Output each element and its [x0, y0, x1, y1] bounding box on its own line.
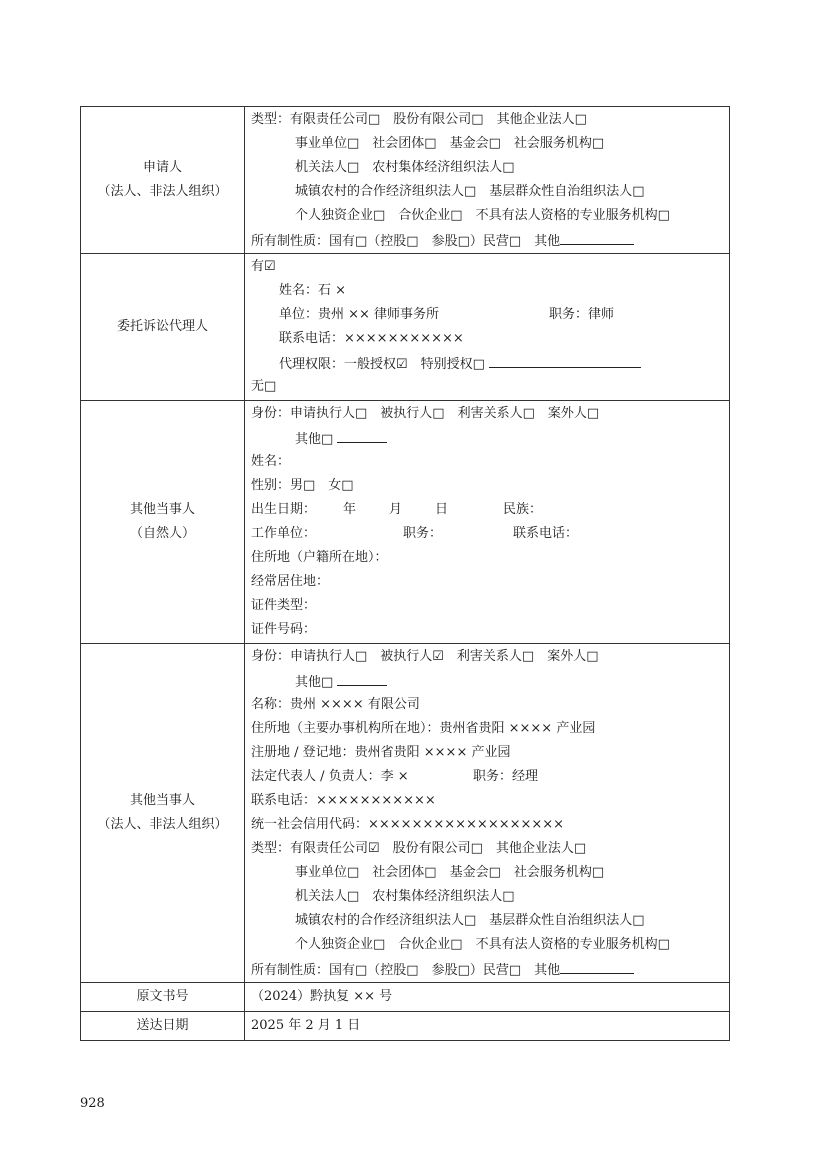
agent-authority: 代理权限：一般授权☑ 特别授权□ [279, 357, 485, 372]
other-person-row [81, 401, 730, 644]
applicant-ownership: 所有制性质：国有□（控股□ 参股□）民营□ 其他 [251, 234, 561, 249]
person-position: 职务： [403, 526, 443, 541]
org-name: 名称：贵州 ×××× 有限公司 [251, 697, 420, 712]
agent-phone: 联系电话：××××××××××× [279, 331, 464, 346]
org-ownership-line [251, 957, 729, 981]
applicant-ownership-line [251, 228, 729, 252]
org-other: 其他□ [295, 675, 334, 690]
org-type-line: 个人独资企业□ 合伙企业□ 不具有法人资格的专业服务机构□ [295, 937, 670, 952]
doc-number-value: （2024）黔执复 ×× 号 [245, 983, 730, 1012]
ownership-blank [560, 228, 634, 245]
org-credit-code: 统一社会信用代码：×××××××××××××××××× [251, 817, 565, 832]
agent-label-cell [81, 254, 245, 401]
applicant-row [81, 107, 730, 254]
person-employer-line [251, 522, 729, 546]
delivery-date-row [81, 1012, 730, 1041]
doc-number-row [81, 983, 730, 1012]
person-birth-line [251, 498, 729, 522]
person-other-blank [337, 426, 387, 443]
org-type-line: 机关法人□ 农村集体经济组织法人□ [295, 889, 515, 904]
person-phone: 联系电话： [513, 526, 579, 541]
agent-unit-line [251, 303, 729, 327]
other-person-sublabel: （自然人） [129, 526, 195, 541]
agent-authority-line [251, 351, 729, 375]
other-org-row [81, 644, 730, 983]
person-other: 其他□ [295, 432, 334, 447]
delivery-date-label: 送达日期 [81, 1012, 245, 1041]
person-ethnicity: 民族： [503, 502, 543, 517]
person-birth: 出生日期： [251, 502, 317, 517]
org-type-line: 事业单位□ 社会团体□ 基金会□ 社会服务机构□ [295, 865, 605, 880]
other-org-content [245, 644, 730, 983]
person-residence: 住所地（户籍所在地）： [251, 550, 388, 565]
org-registered: 注册地 / 登记地：贵州省贵阳 ×××× 产业园 [251, 745, 511, 760]
agent-label: 委托诉讼代理人 [116, 319, 208, 334]
person-employer: 工作单位： [251, 526, 317, 541]
person-id-number: 证件号码： [251, 622, 317, 637]
other-org-label-cell [81, 644, 245, 983]
agent-name: 姓名：石 × [279, 283, 347, 298]
org-address: 住所地（主要办事机构所在地）：贵州省贵阳 ×××× 产业园 [251, 721, 596, 736]
org-other-blank [337, 669, 387, 686]
person-gender: 性别：男□ 女□ [251, 478, 354, 493]
org-ownership: 所有制性质：国有□（控股□ 参股□）民营□ 其他 [251, 963, 561, 978]
agent-position: 职务：律师 [549, 307, 615, 322]
other-person-content [245, 401, 730, 644]
doc-number-label: 原文书号 [81, 983, 245, 1012]
org-ownership-blank [560, 957, 634, 974]
authority-blank [489, 351, 641, 368]
person-identity: 身份：申请执行人□ 被执行人□ 利害关系人□ 案外人□ [251, 406, 600, 421]
other-person-label-cell [81, 401, 245, 644]
applicant-type-line: 机关法人□ 农村集体经济组织法人□ [295, 160, 515, 175]
org-type-line: 城镇农村的合作经济组织法人□ 基层群众性自治组织法人□ [295, 913, 645, 928]
applicant-type-line: 事业单位□ 社会团体□ 基金会□ 社会服务机构□ [295, 136, 605, 151]
other-org-sublabel: （法人、非法人组织） [97, 817, 228, 832]
person-birth-year: 年 [343, 502, 357, 517]
person-other-line [251, 426, 729, 450]
applicant-type-line: 类型：有限责任公司□ 股份有限公司□ 其他企业法人□ [251, 112, 587, 127]
agent-has: 有☑ [251, 259, 276, 274]
agent-none: 无□ [251, 379, 277, 394]
person-name: 姓名： [251, 454, 291, 469]
form-table [80, 106, 730, 1041]
agent-row [81, 254, 730, 401]
org-rep-line [251, 765, 729, 789]
org-identity: 身份：申请执行人□ 被执行人☑ 利害关系人□ 案外人□ [251, 649, 599, 664]
applicant-sublabel: （法人、非法人组织） [97, 184, 228, 199]
org-phone: 联系电话：××××××××××× [251, 793, 436, 808]
org-rep-position: 职务：经理 [473, 769, 539, 784]
applicant-label: 申请人 [142, 160, 182, 175]
other-org-label: 其他当事人 [129, 793, 195, 808]
person-birth-day: 日 [435, 502, 449, 517]
delivery-date-value: 2025 年 2 月 1 日 [245, 1012, 730, 1041]
applicant-content [245, 107, 730, 254]
page-number: 928 [80, 1096, 105, 1111]
org-rep: 法定代表人 / 负责人：李 × [251, 769, 409, 784]
org-type-line: 类型：有限责任公司☑ 股份有限公司□ 其他企业法人□ [251, 841, 587, 856]
applicant-label-cell [81, 107, 245, 254]
other-person-label: 其他当事人 [129, 502, 195, 517]
person-id-type: 证件类型： [251, 598, 317, 613]
agent-unit: 单位：贵州 ×× 律师事务所 [279, 307, 440, 322]
applicant-type-line: 个人独资企业□ 合伙企业□ 不具有法人资格的专业服务机构□ [295, 208, 670, 223]
person-birth-month: 月 [389, 502, 403, 517]
org-other-line [251, 669, 729, 693]
applicant-type-line: 城镇农村的合作经济组织法人□ 基层群众性自治组织法人□ [295, 184, 645, 199]
person-habitual: 经常居住地： [251, 574, 330, 589]
agent-content [245, 254, 730, 401]
